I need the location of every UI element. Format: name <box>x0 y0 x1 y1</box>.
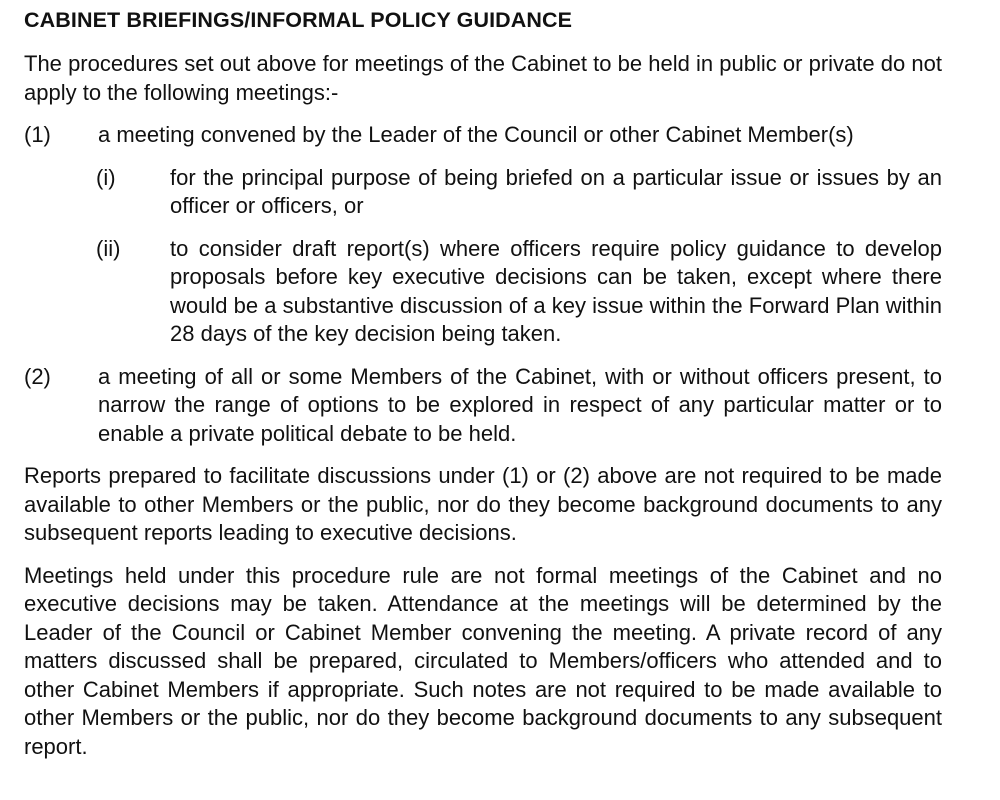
meetings-paragraph: Meetings held under this procedure rule are not formal meetings of the Cabinet and no executive decisions may be taken. Attendance at the meetings will be determined by the Leader of the Council or Cabinet Member convening the meeting. A private record of any matters discussed shall be prepared, circulated to Members/officers who attended and to other Cabinet Members if appropriate. Such notes are not required to be made available to other Members or the public, nor do they become background documents to any subsequent report. <box>24 562 942 759</box>
document-page <box>24 6 942 775</box>
sub-item-text: to consider draft report(s) where officers require policy guidance to develop proposals before key executive decisions can be taken, except where there would be a substantive discussion of a key issue within the Forward Plan within 28 days of the key decision being taken. <box>170 235 942 346</box>
list-item-number: (2) <box>24 363 51 389</box>
intro-paragraph: The procedures set out above for meetings of the Cabinet to be held in public or private do not apply to the following meetings:- <box>24 51 942 105</box>
sub-item-ii <box>96 235 942 349</box>
sub-item-i <box>96 164 942 221</box>
sub-item-number: (i) <box>96 164 116 190</box>
list-item-2 <box>24 363 942 449</box>
list-item-text: a meeting convened by the Leader of the Council or other Cabinet Member(s) <box>98 122 854 147</box>
reports-paragraph: Reports prepared to facilitate discussions under (1) or (2) above are not required to be made available to other Members or the public, nor do they become background documents to any subsequent reports leading to executive decisions. <box>24 463 942 545</box>
list-item-1 <box>24 121 942 150</box>
list-item-text: a meeting of all or some Members of the Cabinet, with or without officers present, to narrow the range of options to be explored in respect of any particular matter or to enable a private political debate to be held. <box>98 363 942 446</box>
sub-item-text: for the principal purpose of being briefed on a particular issue or issues by an officer or officers, or <box>170 164 942 218</box>
sub-item-number: (ii) <box>96 235 121 261</box>
document-heading: CABINET BRIEFINGS/INFORMAL POLICY GUIDANCE <box>24 8 573 32</box>
list-item-number: (1) <box>24 122 51 147</box>
